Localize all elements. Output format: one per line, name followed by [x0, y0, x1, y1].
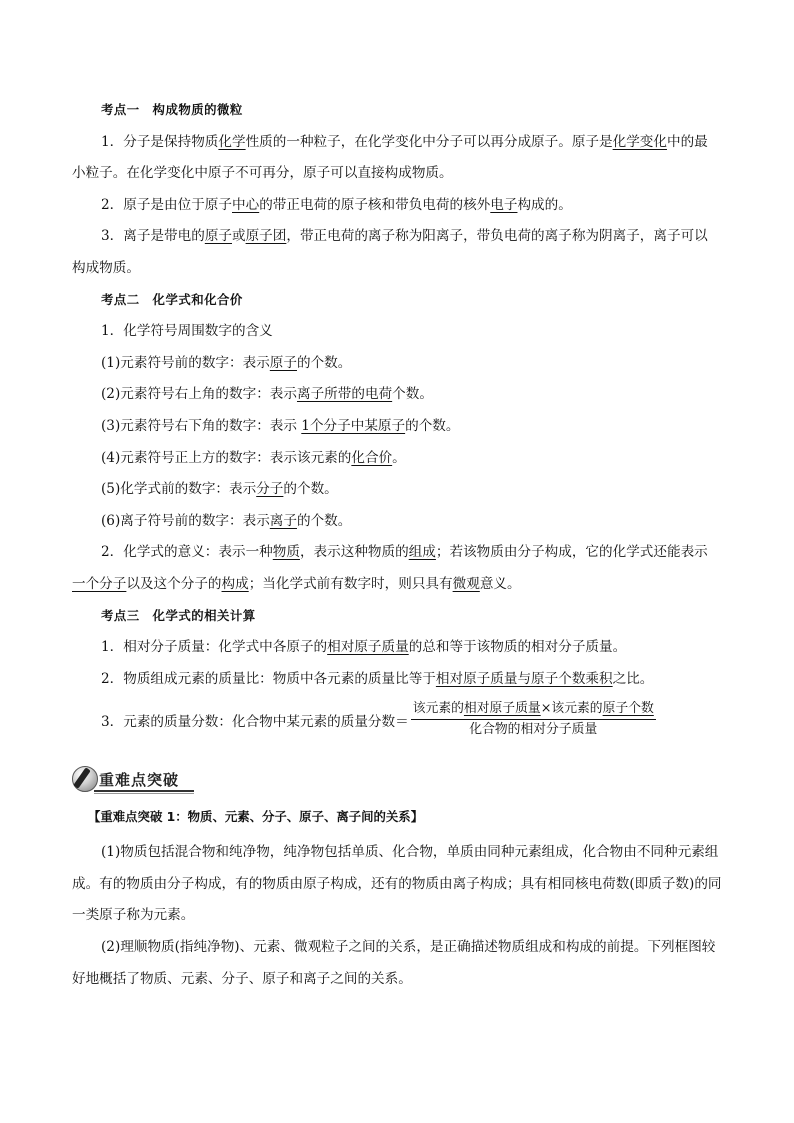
s3-line-1: 1．相对分子质量：化学式中各原子的相对原子质量的总和等于该物质的相对分子质量。 — [101, 639, 627, 656]
s2-line-1: 1．化学符号周围数字的含义 — [101, 323, 273, 340]
section-2-title: 考点二 化学式和化合价 — [101, 291, 243, 307]
s2-line-3: (2)元素符号右上角的数字：表示离子所带的电荷个数。 — [101, 386, 433, 403]
s2-line-5: (4)元素符号正上方的数字：表示该元素的化合价。 — [101, 449, 406, 466]
s2-line-8: 2．化学式的意义：表示一种物质，表示这种物质的组成；若该物质由分子构成，它的化学式还能表示 — [101, 544, 708, 561]
badge-underline — [94, 790, 194, 792]
fraction-denominator: 化合物的相对分子质量 — [469, 722, 598, 738]
section-1-title: 考点一 构成物质的微粒 — [101, 102, 243, 117]
breakthrough-paragraph-2: (2)理顺物质(指纯净物)、元素、微观粒子之间的关系，是正确描述物质组成和构成的前提。下列框图较好地概括了物质、元素、分子、原子和离子之间的关系。 — [72, 939, 716, 987]
breakthrough-title: 【重难点突破 1：物质、元素、分子、原子、离子间的关系】 — [88, 809, 424, 825]
s3-line-2: 2．物质组成元素的质量比：物质中各元素的质量比等于相对原子质量与原子个数乘积之比。 — [101, 670, 654, 687]
formula-fraction — [411, 700, 656, 739]
s1-point-1: 1．分子是保持物质化学性质的一种粒子，在化学变化中分子可以再分成原子。原子是化学变化中的最 — [101, 133, 708, 150]
section-3-title: 考点三 化学式的相关计算 — [101, 607, 256, 623]
s2-line-7: (6)离子符号前的数字：表示离子的个数。 — [101, 512, 352, 529]
s2-line-9: 一个分子以及这个分子的构成；当化学式前有数字时，则只具有微观意义。 — [72, 575, 521, 592]
badge-label: 重难点突破 — [99, 771, 180, 790]
breakthrough-paragraph-1: (1)物质包括混合物和纯净物，纯净物包括单质、化合物，单质由同种元素组成，化合物由不同种元素组成。有的物质由分子构成，有的物质由原子构成，还有的物质由离子构成；具有相同核电荷数(即质子数)的同一类原子称为元素。 — [72, 844, 722, 924]
s1-point-2: 2．原子是由位于原子中心的带正电荷的原子核和带负电荷的核外电子构成的。 — [101, 196, 572, 213]
fraction-numerator: 该元素的相对原子质量×该元素的原子个数 — [411, 700, 656, 720]
key-points-badge — [72, 763, 724, 797]
document-page — [72, 100, 724, 995]
mass-fraction-formula: 3．元素的质量分数：化合物中某元素的质量分数＝ $\frac{\text{该元素的相对原子质量×该元素的原子个数}}{\text{化合物的相对分子质量}}$ — [101, 701, 654, 738]
s1-point-3-cont: 构成物质。 — [72, 259, 140, 276]
s1-point-3: 3．离子是带电的原子或原子团，带正电荷的离子称为阳离子，带负电荷的离子称为阴离子，离子可以 — [101, 228, 708, 245]
s2-line-4: (3)元素符号右下角的数字：表示 1个分子中某原子的个数。 — [101, 417, 460, 434]
badge-underline-shadow — [94, 793, 194, 794]
s2-line-2: (1)元素符号前的数字：表示原子的个数。 — [101, 354, 352, 371]
s1-point-1-cont: 小粒子。在化学变化中原子不可再分，原子可以直接构成物质。 — [72, 165, 453, 182]
s2-line-6: (5)化学式前的数字：表示分子的个数。 — [101, 481, 338, 498]
